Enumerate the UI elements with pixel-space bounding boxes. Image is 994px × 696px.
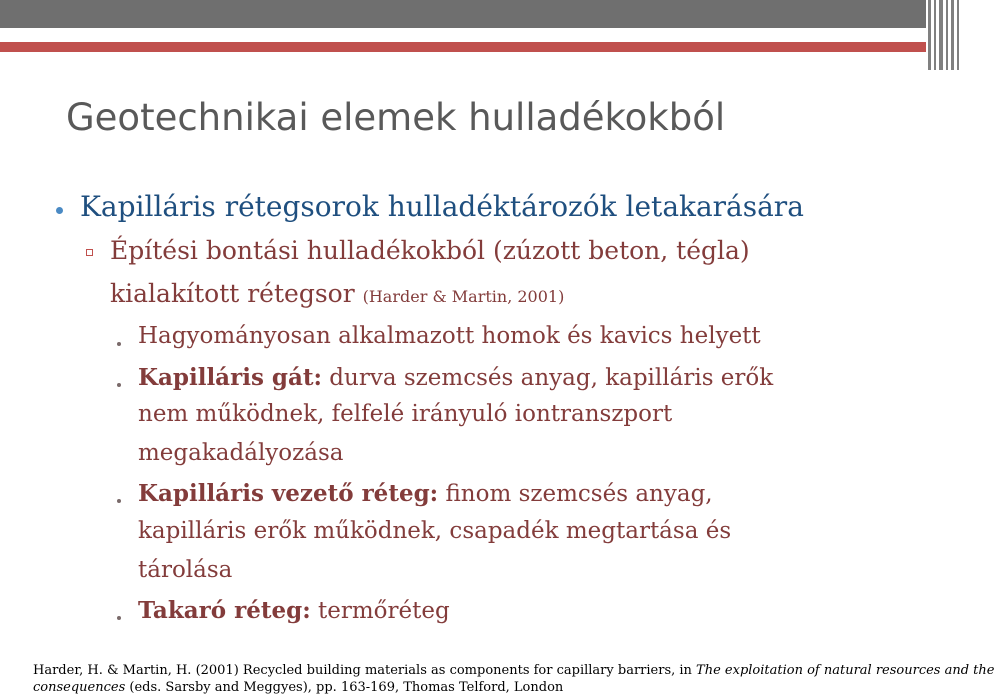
sub-bullet-text: kialakított rétegsor: [110, 279, 355, 308]
reference-italic: The exploitation of natural resources and the: [696, 663, 994, 678]
item4-desc: termőréteg: [310, 598, 450, 624]
stripe: [928, 0, 931, 70]
slide-title: Geotechnikai elemek hulladékokból: [66, 96, 726, 139]
accent-band: [0, 28, 926, 72]
item3-line1: [138, 480, 713, 507]
reference-line2: [33, 680, 563, 695]
sub-bullet-line1: Építési bontási hulladékokból (zúzott beton, tégla): [110, 236, 750, 265]
item2-line2: nem működnek, felfelé irányuló iontranszport: [138, 401, 673, 427]
accent-line: [0, 42, 926, 52]
stripe: [951, 0, 954, 70]
stripe: [934, 0, 936, 70]
item2-line3: megakadályozása: [138, 440, 344, 466]
item2-term: Kapilláris gát:: [138, 364, 322, 391]
item3-desc: finom szemcsés anyag,: [438, 481, 713, 507]
decorative-stripes: [926, 0, 960, 70]
bullet-small-dot-icon: [117, 342, 121, 346]
item1-text: Hagyományosan alkalmazott homok és kavics helyett: [138, 323, 761, 349]
bullet-small-dot-icon: [117, 383, 121, 387]
bullet-small-dot-icon: [117, 499, 121, 503]
item2-line1: [138, 364, 773, 391]
stripe: [946, 0, 948, 70]
bullet-small-dot-icon: [117, 616, 121, 620]
item4-line1: [138, 597, 450, 624]
stripe: [957, 0, 959, 70]
sub-bullet-line2: [110, 279, 564, 308]
item3-term: Kapilláris vezető réteg:: [138, 480, 439, 507]
reference-text: (eds. Sarsby and Meggyes), pp. 163-169, Thomas Telford, London: [125, 680, 564, 695]
header-bar: [0, 0, 926, 28]
main-bullet-text: Kapilláris rétegsorok hulladéktározók letakarására: [80, 190, 804, 223]
bullet-dot-icon: [56, 207, 63, 214]
item3-line3: tárolása: [138, 557, 233, 583]
bullet-square-icon: [86, 249, 93, 256]
reference-italic: consequences: [33, 680, 126, 695]
citation: (Harder & Martin, 2001): [362, 287, 565, 306]
item2-desc: durva szemcsés anyag, kapilláris erők: [322, 365, 774, 391]
reference-text: Harder, H. & Martin, H. (2001) Recycled building materials as components for capillary barriers, in: [33, 663, 697, 678]
item4-term: Takaró réteg:: [138, 597, 311, 624]
reference-line1: [33, 663, 994, 678]
item3-line2: kapilláris erők működnek, csapadék megtartása és: [138, 518, 732, 544]
stripe: [939, 0, 943, 70]
